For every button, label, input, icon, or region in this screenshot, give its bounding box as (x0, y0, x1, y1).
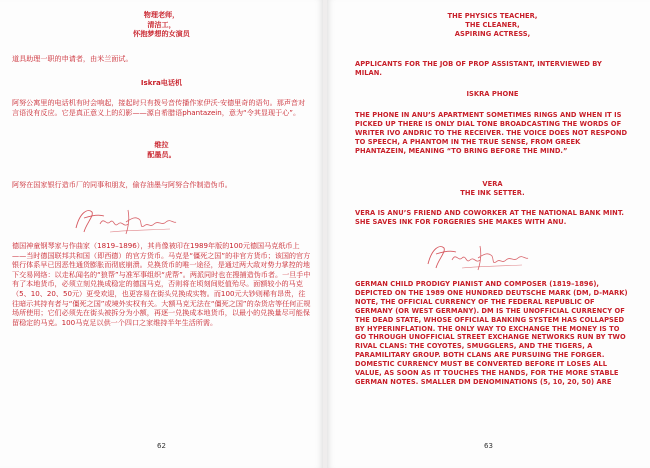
left-section1-heading: Iskra电话机 (140, 78, 183, 87)
right-title-line-1: THE PHYSICS TEACHER, (447, 12, 538, 20)
right-section2-heading-line-1: VERA (482, 180, 503, 188)
right-section1-text: THE PHONE IN ANU’S APARTMENT SOMETIMES RINGS AND WHEN IT IS PICKED UP THERE IS ONLY DIAL TONE BROADCASTING THE WORDS OF WRITER IVO ANDRIC TO THE RECEIVER. THE VOICE DOES NOT RESPOND TO SPEECH, A PHANTOM IN THE TRUE SENSE, FROM GREEK PHANTAZEIN, MEANING “TO BRING BEFORE THE MIND.” (355, 111, 628, 155)
right-section2-heading (355, 180, 630, 198)
right-section2-text: VERA IS ANU’S FRIEND AND COWORKER AT THE NATIONAL BANK MINT. SHE SAVES INK FOR FORGERIES SHE MAKES WITH ANU. (355, 209, 625, 226)
left-title-line-1: 物理老师， (143, 10, 180, 19)
right-title-line-3: ASPIRING ACTRESS, (454, 29, 531, 38)
right-section1-heading: ISKRA PHONE (466, 90, 519, 98)
right-page-number: 63 (484, 442, 493, 450)
left-title-line-2: 清洁工， (147, 19, 176, 29)
left-title (12, 10, 311, 39)
left-section2-heading-line-2: 配墨员。 (147, 149, 176, 159)
right-title-line-2: THE CLEANER, (465, 20, 520, 29)
left-signature-svg (70, 202, 180, 240)
right-title (355, 12, 630, 39)
left-section2-text: 阿努在国家银行造币厂的同事和朋友，偷存油墨与阿努合作制造伪币。 (12, 180, 232, 189)
left-page (0, 0, 323, 468)
right-section2-heading-line-2: THE INK SETTER. (460, 188, 525, 197)
right-signature-image (422, 238, 532, 276)
left-title-line-3: 怀抱梦想的女演员 (133, 29, 190, 39)
left-signature-image (70, 202, 180, 240)
left-section2-heading-line-1: 维拉 (154, 140, 169, 149)
right-body-text: GERMAN CHILD PRODIGY PIANIST AND COMPOSER (1819–1896), DEPICTED ON THE 1989 ONE HUNDRED DEUTSCHE MARK (DM, D-MARK) NOTE, THE OFFICIAL CURRENCY OF THE FEDERAL REPUBLIC OF GERMANY (OR WEST GERMANY). DM IS THE UNOFFICIAL CURRENCY OF THE DEAD STATE, WHOSE OFFICIAL BANKING SYSTEM HAS COLLAPSED BY HYPERINFLATION. THE ONLY WAY TO EXCHANGE THE MONEY IS TO GO THROUGH UNOFFICIAL STREET EXCHANGE NETWORKS RUN BY TWO RIVAL CLANS: THE COYOTES, SMUGGLERS, AND THE TIGERS, A PARAMILITARY GROUP. BOTH CLANS ARE PURSUING THE FORGER. DOMESTIC CURRENCY MUST BE CONVERTED BEFORE IT LOSES ALL VALUE, AS SOON AS IT TOUCHES THE HANDS, FOR THE MORE STABLE GERMAN NOTES. SMALLER DM DENOMINATIONS (5, 10, 20, 50) ARE (355, 280, 628, 386)
left-section1-text: 阿努公寓里的电话机有时会响起，接起时只有拨号音传播作家伊沃·安德里奇的语句。那声音对言语没有反应。它是真正意义上的幻影——源自希腊语phantazein，意为“令其显现于心”。 (12, 98, 306, 117)
right-signature-svg (422, 238, 532, 276)
left-section2-heading (12, 140, 311, 159)
right-page (327, 0, 650, 468)
left-intro: 道具助理一职的申请者，由米兰面试。 (12, 54, 133, 63)
left-body-text: 德国神童钢琴家与作曲家（1819–1896），其肖像被印在1989年版的100元德国马克纸币上——当时德国联邦共和国（即西德）的官方货币。马克是“僵死之国”的非官方货币；该国的官方银行体系早已因恶性通货膨胀而彻底崩溃。兑换货币的唯一途径，是通过两大敌对势力掌控的地下交易网络：以走私闻名的“狼帮”与准军事组织“虎帮”。两派同时也在搜捕造伪币者。一旦手中有了本地货币，必须立刻兑换成稳定的德国马克，否则将在顷刻间贬值殆尽。面额较小的马克（5、10、20、50元）更受欢迎，也更容易在街头兑换成实物。而100元大钞则稀有昂贵，往往暗示其持有者与“僵死之国”或境外实权有关。大额马克无法在“僵死之国”的杂货店等任何正规场所使用；它们必须先在街头被拆分为小额，再逐一兑换成本地货币，以最小的兑换量尽可能保留稳定的马克。100马克足以供一个四口之家维持半年生活所需。 (12, 241, 311, 327)
right-intro: APPLICANTS FOR THE JOB OF PROP ASSISTANT, INTERVIEWED BY MILAN. (355, 60, 602, 77)
left-page-number: 62 (157, 442, 166, 450)
